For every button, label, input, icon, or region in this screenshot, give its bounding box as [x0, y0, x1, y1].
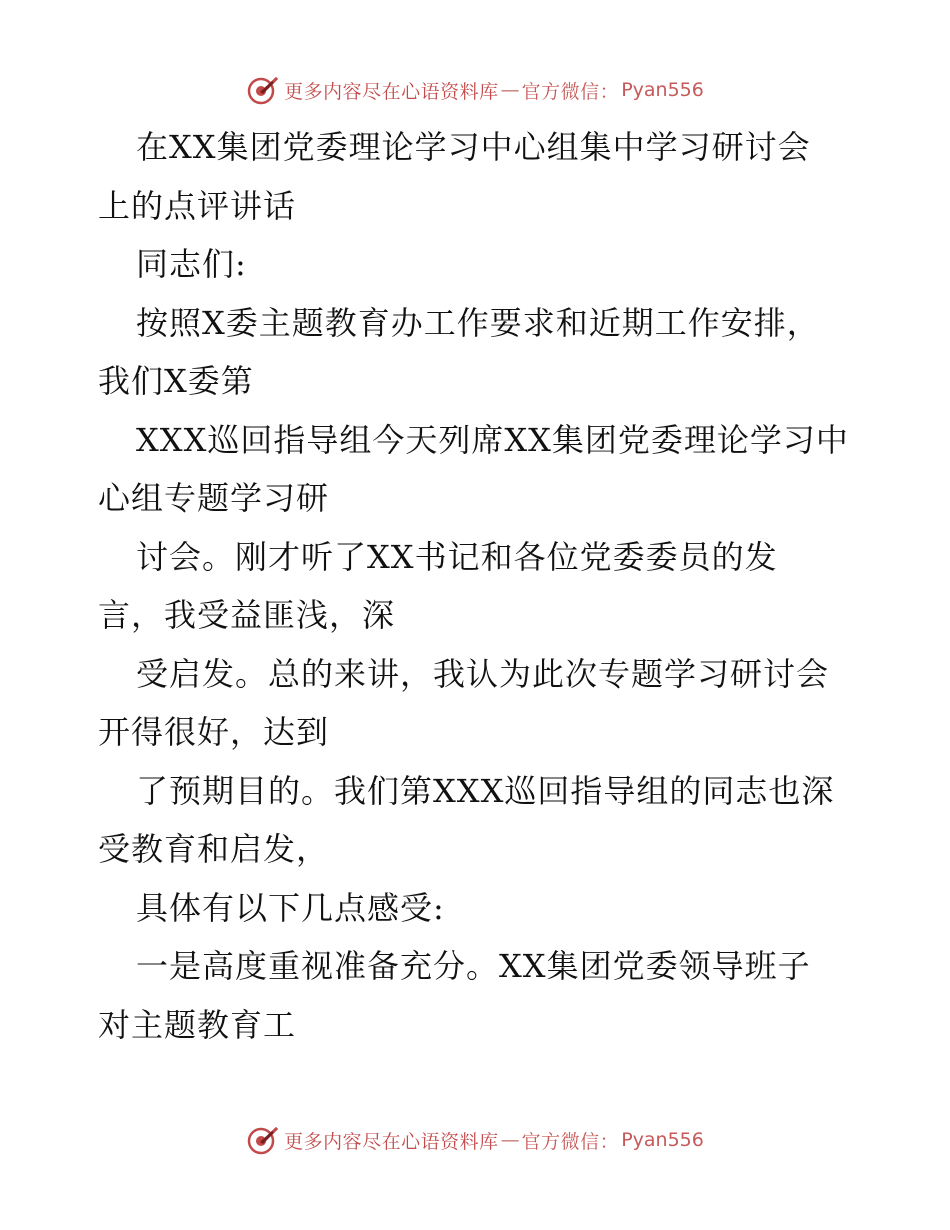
watermark-footer: [0, 1120, 950, 1160]
watermark-wechat-id: Pyan556: [621, 1129, 704, 1151]
title-line-2: 上的点评讲话: [98, 186, 297, 225]
watermark-dash: —: [500, 79, 520, 101]
pen-logo-icon: [246, 1123, 280, 1157]
watermark-brand: 更多内容尽在心语资料库: [284, 1130, 499, 1153]
salutation: 同志们:: [136, 245, 247, 283]
paragraph-line: XXX巡回指导组今天列席XX集团党委理论学习中: [136, 420, 849, 459]
document-body: [98, 118, 858, 1054]
paragraph-line: 言，我受益匪浅，深: [98, 596, 396, 634]
paragraph-line: 具体有以下几点感受:: [136, 888, 445, 927]
paragraph-line: 对主题教育工: [98, 1005, 297, 1044]
paragraph-line: 讨会。刚才听了XX书记和各位党委委员的发: [136, 537, 778, 576]
paragraph-line: 我们X委第: [98, 362, 254, 400]
paragraph-line: 受教育和启发，: [98, 830, 330, 868]
title-line-1: 在XX集团党委理论学习中心组集中学习研讨会: [136, 128, 811, 166]
paragraph-line: 心组专题学习研: [98, 479, 330, 517]
watermark-wechat-id: Pyan556: [621, 79, 704, 101]
paragraph-line: 一是高度重视准备充分。XX集团党委领导班子: [136, 947, 811, 985]
paragraph-line: 了预期目的。我们第XXX巡回指导组的同志也深: [136, 771, 835, 810]
watermark-header: [0, 70, 950, 110]
paragraph-line: 开得很好，达到: [98, 713, 330, 751]
pen-logo-icon: [246, 73, 280, 107]
watermark-official-label: 官方微信：: [521, 1130, 620, 1153]
watermark-dash: —: [500, 1129, 520, 1151]
watermark-brand: 更多内容尽在心语资料库: [284, 80, 499, 103]
paragraph-line: 受启发。总的来讲，我认为此次专题学习研讨会: [136, 654, 830, 693]
watermark-official-label: 官方微信：: [521, 80, 620, 103]
paragraph-line: 按照X委主题教育办工作要求和近期工作安排，: [136, 303, 820, 342]
